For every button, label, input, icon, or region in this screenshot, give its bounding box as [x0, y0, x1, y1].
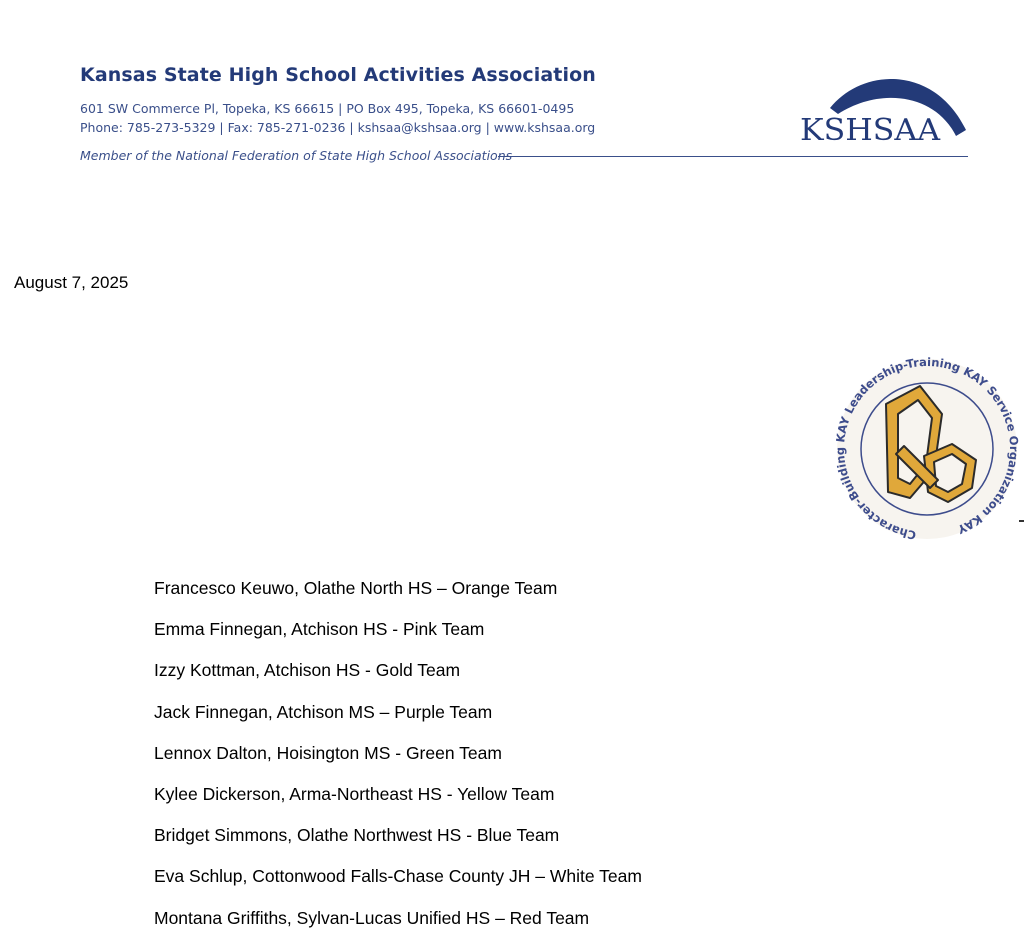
header-divider [498, 156, 968, 157]
list-item: Izzy Kottman, Atchison HS - Gold Team [154, 660, 461, 681]
edge-mark [1019, 520, 1024, 522]
kay-emblem [830, 352, 1024, 546]
address-line: 601 SW Commerce Pl, Topeka, KS 66615 | PO Box 495, Topeka, KS 66601-0495 [80, 101, 575, 116]
list-item: Emma Finnegan, Atchison HS - Pink Team [154, 619, 485, 640]
kshsaa-logo-graphic [798, 74, 970, 146]
list-item: Kylee Dickerson, Arma-Northeast HS - Yellow Team [154, 783, 555, 804]
kay-ring-text: Character-Building KAY Leadership-Training KAY Service Organization KAY [832, 354, 1022, 543]
logo-text: KSHSAA [800, 113, 941, 146]
list-item: Lennox Dalton, Hoisington MS - Green Team [154, 742, 502, 763]
org-name: Kansas State High School Activities Association [80, 64, 596, 86]
member-line: Member of the National Federation of State High School Associations [80, 148, 513, 163]
team-member-list [154, 568, 642, 939]
letter-date: August 7, 2025 [14, 273, 129, 292]
kay-logo [830, 352, 1024, 546]
list-item: Francesco Keuwo, Olathe North HS – Orange Team [154, 578, 558, 598]
contact-line: Phone: 785-273-5329 | Fax: 785-271-0236 | kshsaa@kshsaa.org | www.kshsaa.org [80, 120, 596, 135]
list-item: Jack Finnegan, Atchison MS – Purple Team [154, 701, 493, 722]
list-item: Montana Griffiths, Sylvan-Lucas Unified HS – Red Team [154, 907, 590, 928]
letterhead [80, 64, 970, 174]
list-item: Eva Schlup, Cottonwood Falls-Chase County JH – White Team [154, 866, 642, 887]
list-item: Bridget Simmons, Olathe Northwest HS - Blue Team [154, 825, 560, 846]
kshsaa-logo [798, 74, 970, 146]
